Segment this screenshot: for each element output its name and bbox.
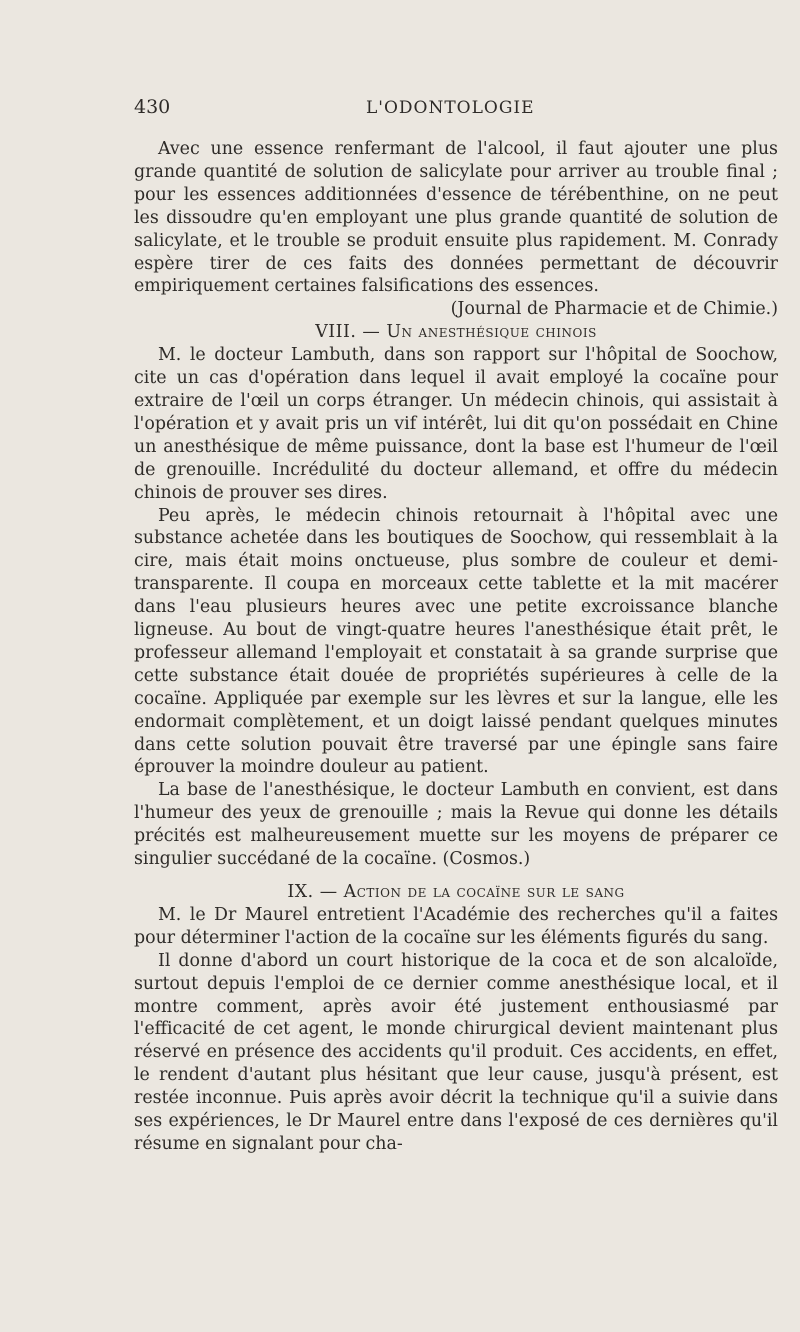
running-title: L'ODONTOLOGIE [366, 98, 535, 118]
paragraph: M. le Dr Maurel entretient l'Académie des recherches qu'il a faites pour déterminer l'action de la cocaïne sur les éléments figurés du sang. [134, 904, 778, 948]
paragraph: Avec une essence renfermant de l'alcool, il faut ajouter une plus grande quantité de solution de salicylate pour arriver au trouble final ; pour les essences additionnées d'essence de térébenthine, on ne peut les dissoudre qu'en employant une plus grande quantité de solution de salicylate, et le trouble se produit ensuite plus rapidement. M. Conrady espère tirer de ces faits des données permettant de découvrir empiriquement certaines falsifications des essences. [134, 139, 778, 297]
paragraph: Peu après, le médecin chinois retournait à l'hôpital avec une substance achetée dans les boutiques de Soochow, qui ressemblait à la cire, mais était moins onctueuse, plus sombre de couleur et demi-transparente. Il coupa en morceaux cette tablette et la mit macérer dans l'eau plusieurs heures avec une petite excroissance blanche ligneuse. Au bout de vingt-quatre heures l'anesthésique était prêt, le professeur allemand l'employait et constatait à sa grande surprise que cette substance était douée de propriétés supérieures à celle de la cocaïne. Appliquée par exemple sur les lèvres et sur la langue, elle les endormait complètement, et un doigt laissé pendant quelques minutes dans cette solution pouvait être traversé par une épingle sans faire éprouver la moindre douleur au patient. [134, 505, 778, 778]
paragraph: M. le docteur Lambuth, dans son rapport sur l'hôpital de Soochow, cite un cas d'opération dans lequel il avait employé la cocaïne pour extraire de l'œil un corps étranger. Un médecin chinois, qui assistait à l'opération et y avait pris un vif intérêt, lui dit qu'on possédait en Chine un anesthésique de même puissance, dont la base est l'humeur de l'œil de grenouille. Incrédulité du docteur allemand, et offre du médecin chinois de prouver ses dires. [134, 345, 778, 503]
paragraph: La base de l'anesthésique, le docteur Lambuth en convient, est dans l'humeur des yeux de grenouille ; mais la Revue qui donne les détails précités est malheureusement muette sur les moyens de préparer ce singulier succédané de la cocaïne. (Cosmos.) [134, 780, 778, 870]
body-text [134, 138, 778, 1156]
page-number: 430 [134, 96, 171, 118]
paragraph: Il donne d'abord un court historique de la coca et de son alcaloïde, surtout depuis l'emploi de ce dernier comme anesthésique local, et il montre comment, après avoir été justement enthousiasmé par l'efficacité de cet agent, le monde chirurgical devient maintenant plus réservé en présence des accidents qu'il produit. Ces accidents, en effet, le rendent d'autant plus hésitant que leur cause, jusqu'à présent, est restée inconnue. Puis après avoir décrit la technique qu'il a suivie dans ses expériences, le Dr Maurel entre dans l'exposé de ces dernières qu'il résume en signalant pour cha- [134, 950, 778, 1154]
page-header [134, 96, 774, 126]
section-heading: VIII. — Un anesthésique chinois [315, 322, 597, 343]
source-citation: (Journal de Pharmacie et de Chimie.) [450, 299, 778, 320]
section-heading: IX. — Action de la cocaïne sur le sang [287, 882, 625, 902]
